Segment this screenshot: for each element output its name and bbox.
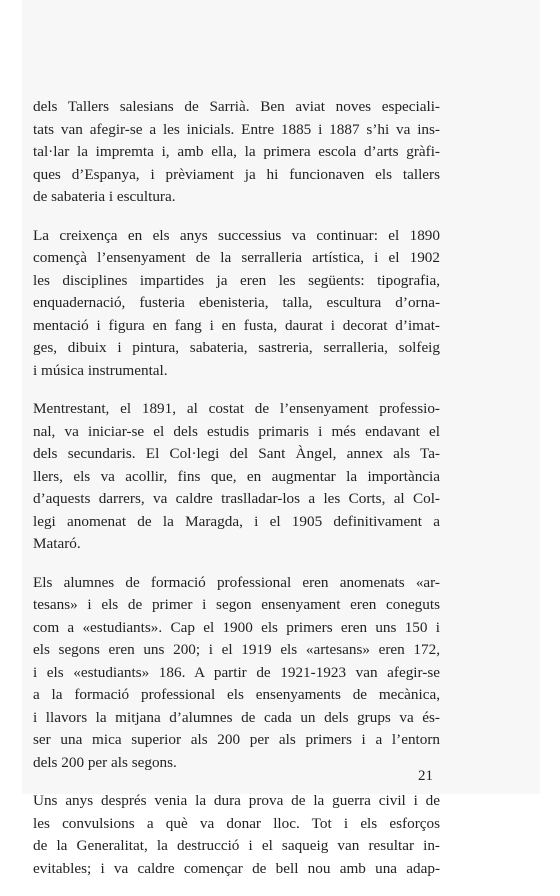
text-line: tesans» i els de primer i segon ensenyament eren coneguts	[33, 596, 440, 613]
text-line: tal·lar la impremta i, amb ella, la primera escola d’arts gràfi-	[33, 143, 440, 160]
body-text	[33, 96, 440, 896]
text-line: les convulsions a què va donar lloc. Tot i els esforços	[33, 814, 440, 832]
paragraph	[33, 790, 440, 880]
text-line: mentació i figura en fang i en fusta, daurat i decorat d’imat-	[33, 316, 440, 334]
paragraph	[33, 96, 440, 209]
text-line: a la formació professional els ensenyaments de mecànica,	[33, 686, 440, 703]
paragraph	[33, 225, 440, 383]
page-number: 21	[418, 768, 433, 784]
text-line: nal, va iniciar-se el dels estudis primaris i més endavant el	[33, 422, 440, 440]
text-line: dels secundaris. El Col·legi del Sant Àngel, annex als Ta-	[33, 445, 440, 462]
text-line: les disciplines impartides ja eren les següents: tipografia,	[33, 271, 440, 289]
text-line: dels 200 per als segons.	[33, 753, 177, 771]
text-line: Mentrestant, el 1891, al costat de l’ensenyament professio-	[33, 400, 440, 417]
text-line: de sabateria i escultura.	[33, 188, 176, 205]
paragraph	[33, 398, 440, 556]
text-line: d’aquests darrers, va caldre traslladar-los a les Corts, al Col-	[33, 490, 440, 507]
text-line: començà l’ensenyament de la serralleria artística, i el 1902	[33, 249, 440, 266]
text-line: evitables; i va caldre començar de bell nou amb una adap-	[33, 859, 440, 877]
text-line: i música instrumental.	[33, 361, 168, 379]
text-line: ques d’Espanya, i prèviament ja hi funcionaven els tallers	[33, 165, 440, 183]
text-line: Mataró.	[33, 535, 81, 552]
book-page	[22, 0, 540, 877]
paragraph	[33, 572, 440, 775]
text-line: ser una mica superior als 200 per als primers i a l’entorn	[33, 731, 440, 748]
text-line: dels Tallers salesians de Sarrià. Ben aviat noves especiali-	[33, 98, 440, 115]
text-line: ges, dibuix i pintura, sabateria, sastreria, serralleria, solfeig	[33, 339, 440, 356]
text-line: llers, els va acollir, fins que, en augmentar la importància	[33, 467, 440, 485]
text-line: els segons eren uns 200; i el 1919 els «artesans» eren 172,	[33, 641, 440, 658]
text-line: Els alumnes de formació professional eren anomenats «ar-	[33, 573, 440, 591]
text-line: tats van afegir-se a les inicials. Entre 1885 i 1887 s’hi va ins-	[33, 120, 440, 138]
text-line: Uns anys després venia la dura prova de la guerra civil i de	[33, 792, 440, 809]
text-line: i llavors la mitjana d’alumnes de cada un dels grups va és-	[33, 708, 440, 726]
text-line: La creixença en els anys successius va continuar: el 1890	[33, 226, 440, 244]
text-line: enquadernació, fusteria ebenisteria, talla, escultura d’orna-	[33, 294, 440, 311]
text-line: i els «estudiants» 186. A partir de 1921-1923 van afegir-se	[33, 663, 440, 681]
text-line: com a «estudiants». Cap el 1900 els primers eren uns 150 i	[33, 618, 440, 636]
text-line: de la Generalitat, la destrucció i el saqueig van resultar in-	[33, 837, 440, 854]
text-line: legi anomenat de la Maragda, i el 1905 definitivament a	[33, 512, 440, 530]
